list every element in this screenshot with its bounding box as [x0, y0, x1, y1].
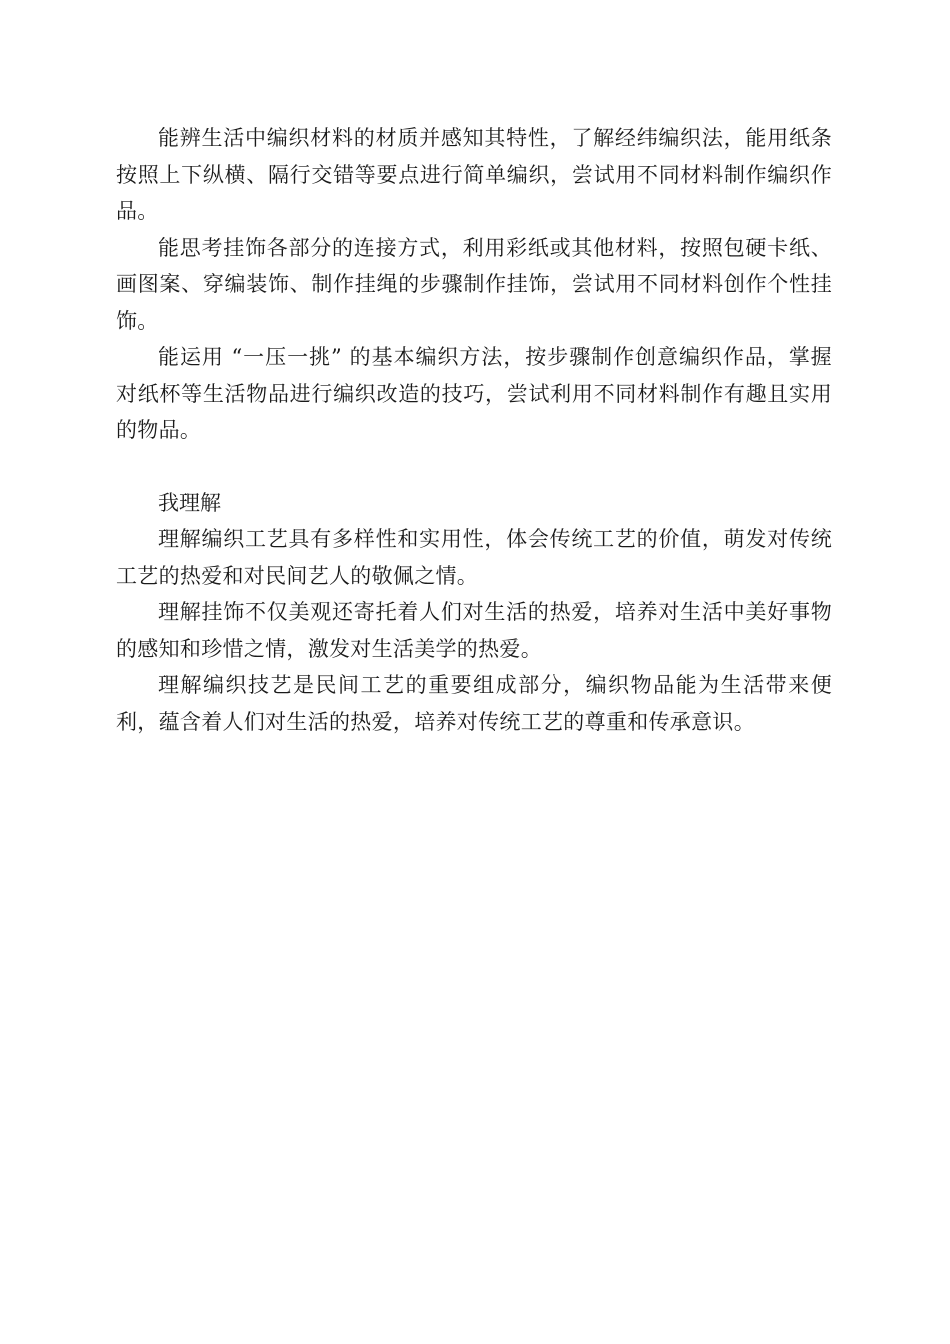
paragraph-creative-weaving: 能运用 “一压一挑” 的基本编织方法，按步骤制作创意编织作品，掌握对纸杯等生活物品进行编织改造的技巧，尝试利用不同材料制作有趣且实用的物品。: [116, 345, 832, 442]
paragraph-understand-ornaments: 理解挂饰不仅美观还寄托着人们对生活的热爱，培养对生活中美好事物的感知和珍惜之情，激发对生活美学的热爱。: [116, 600, 832, 661]
document-page: [116, 120, 832, 740]
section-spacer: [116, 449, 832, 485]
paragraph-understand-weaving-craft: 理解编织工艺具有多样性和实用性，体会传统工艺的价值，萌发对传统工艺的热爱和对民间艺人的敬佩之情。: [116, 527, 832, 588]
paragraph-ornament-making: 能思考挂饰各部分的连接方式，利用彩纸或其他材料，按照包硬卡纸、画图案、穿编装饰、制作挂绳的步骤制作挂饰，尝试用不同材料创作个性挂饰。: [116, 235, 832, 333]
paragraph-weaving-materials: 能辨生活中编织材料的材质并感知其特性，了解经纬编织法，能用纸条按照上下纵横、隔行交错等要点进行简单编织，尝试用不同材料制作编织作品。: [116, 126, 832, 223]
section-heading-understanding: 我理解: [158, 490, 221, 515]
paragraph-understand-folk-craft: 理解编织技艺是民间工艺的重要组成部分，编织物品能为生活带来便利，蕴含着人们对生活的热爱，培养对传统工艺的尊重和传承意识。: [116, 673, 832, 734]
